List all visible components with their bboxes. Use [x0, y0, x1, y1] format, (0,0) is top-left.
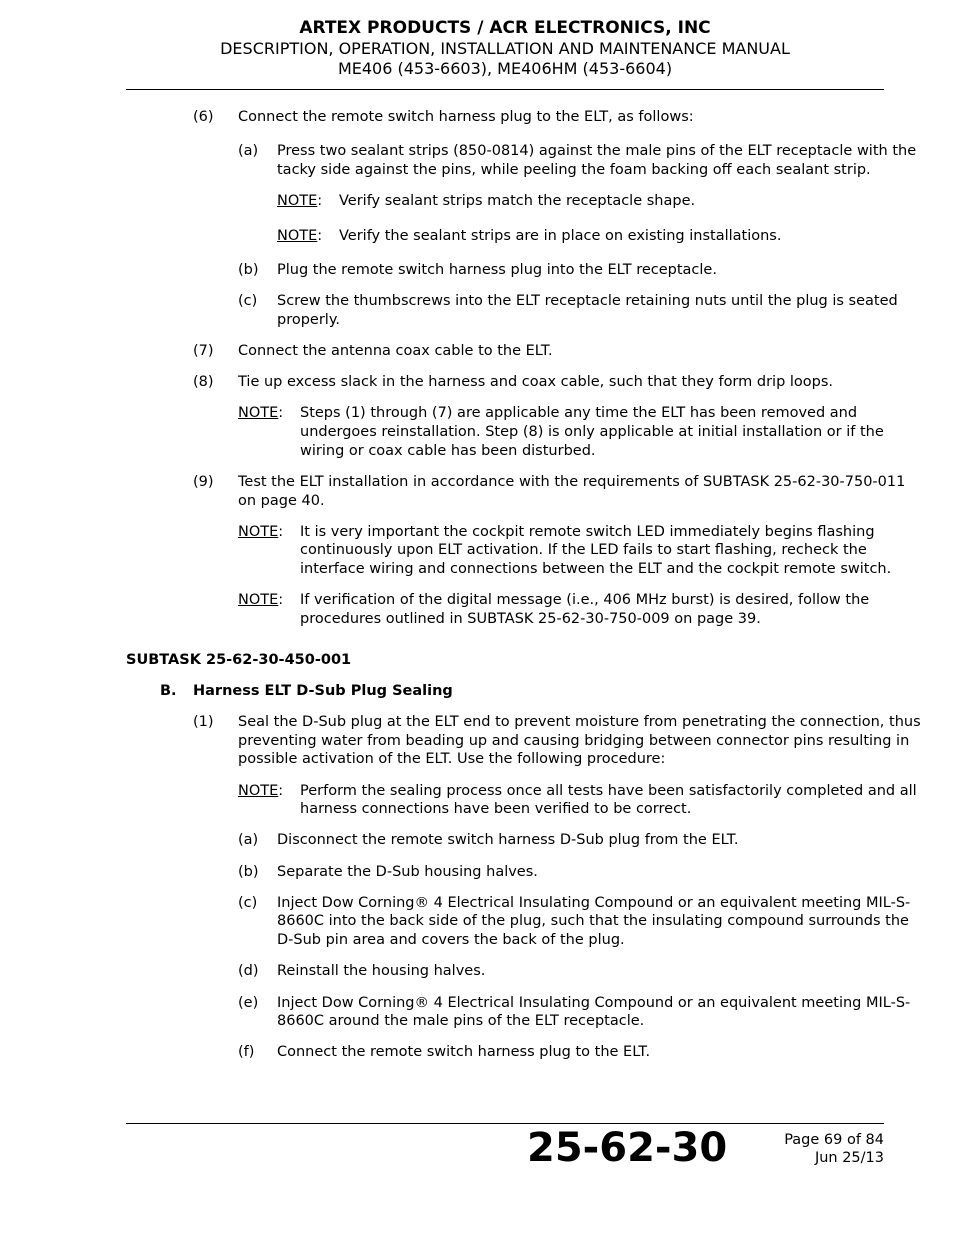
note-label: NOTE:	[238, 405, 284, 421]
substep-number: (c)	[238, 293, 258, 309]
page-number: Page 69 of 84	[784, 1132, 884, 1148]
page-info	[740, 1131, 884, 1167]
company-name: ARTEX PRODUCTS / ACR ELECTRONICS, INC	[299, 18, 711, 38]
substep-text-line: 8660C around the male pins of the ELT receptacle.	[277, 1013, 645, 1029]
step-number: (6)	[193, 109, 214, 125]
step-text-line: preventing water from beading up and causing bridging between connector pins resulting in	[238, 733, 910, 749]
substep-text-line: 8660C into the back side of the plug, such that the insulating compound surrounds the	[277, 913, 909, 929]
section-letter: B.	[160, 683, 177, 699]
note-label: NOTE:	[238, 783, 284, 799]
substep-number: (a)	[238, 832, 259, 848]
substep-text-line: Screw the thumbscrews into the ELT receptacle retaining nuts until the plug is seated	[277, 293, 898, 309]
substep-text-line: properly.	[277, 312, 340, 328]
substep-text-line: tacky side against the pins, while peeling the foam backing off each sealant strip.	[277, 162, 871, 178]
substep-text: Plug the remote switch harness plug into the ELT receptacle.	[277, 262, 717, 278]
step-text: Connect the remote switch harness plug to the ELT, as follows:	[238, 109, 694, 125]
substep-text-line: Inject Dow Corning® 4 Electrical Insulating Compound or an equivalent meeting MIL-S-	[277, 895, 911, 911]
substep-number: (d)	[238, 963, 259, 979]
substep-text: Separate the D-Sub housing halves.	[277, 864, 538, 880]
note-label: NOTE:	[238, 524, 284, 540]
chapter-code: 25-62-30	[527, 1125, 728, 1171]
note-text-line: If verification of the digital message (i.e., 406 MHz burst) is desired, follow the	[300, 592, 870, 608]
step-text-line: Test the ELT installation in accordance with the requirements of SUBTASK 25-62-30-750-011	[238, 474, 906, 490]
subtask-heading: SUBTASK 25-62-30-450-001	[126, 652, 352, 668]
step-number: (7)	[193, 343, 214, 359]
manual-title: DESCRIPTION, OPERATION, INSTALLATION AND MAINTENANCE MANUAL	[220, 39, 790, 58]
substep-number: (b)	[238, 864, 259, 880]
header-rule	[126, 89, 884, 90]
substep-text: Disconnect the remote switch harness D-Sub plug from the ELT.	[277, 832, 739, 848]
step-number: (8)	[193, 374, 214, 390]
step-number: (1)	[193, 714, 214, 730]
section-title: Harness ELT D-Sub Plug Sealing	[193, 683, 453, 699]
substep-text-line: Press two sealant strips (850-0814) against the male pins of the ELT receptacle with the	[277, 143, 917, 159]
note-text-line: undergoes reinstallation. Step (8) is only applicable at initial installation or if the	[300, 424, 884, 440]
note-text-line: Steps (1) through (7) are applicable any time the ELT has been removed and	[300, 405, 858, 421]
revision-date: Jun 25/13	[814, 1150, 884, 1166]
substep-text-line: Inject Dow Corning® 4 Electrical Insulating Compound or an equivalent meeting MIL-S-	[277, 995, 911, 1011]
note-text-line: It is very important the cockpit remote switch LED immediately begins flashing	[300, 524, 875, 540]
note-text: Verify the sealant strips are in place on existing installations.	[339, 228, 782, 244]
substep-number: (f)	[238, 1044, 255, 1060]
note-label: NOTE:	[277, 193, 323, 209]
note-label: NOTE:	[277, 228, 323, 244]
step-text-line: on page 40.	[238, 493, 325, 509]
substep-number: (e)	[238, 995, 259, 1011]
note-text-line: continuously upon ELT activation. If the LED fails to start flashing, recheck the	[300, 542, 867, 558]
substep-number: (a)	[238, 143, 259, 159]
note-text-line: procedures outlined in SUBTASK 25-62-30-750-009 on page 39.	[300, 611, 761, 627]
step-text: Tie up excess slack in the harness and coax cable, such that they form drip loops.	[238, 374, 834, 390]
substep-text: Connect the remote switch harness plug to the ELT.	[277, 1044, 651, 1060]
footer-rule	[126, 1123, 884, 1124]
note-label: NOTE:	[238, 592, 284, 608]
substep-number: (b)	[238, 262, 259, 278]
substep-number: (c)	[238, 895, 258, 911]
model-numbers: ME406 (453-6603), ME406HM (453-6604)	[337, 59, 673, 78]
page-header	[126, 18, 884, 79]
note-text-line: harness connections have been verified to be correct.	[300, 801, 692, 817]
substep-text-line: D-Sub pin area and covers the back of the plug.	[277, 932, 625, 948]
note-text-line: interface wiring and connections between the ELT and the cockpit remote switch.	[300, 561, 892, 577]
note-text: Verify sealant strips match the receptacle shape.	[339, 193, 696, 209]
step-text-line: possible activation of the ELT. Use the following procedure:	[238, 751, 666, 767]
step-number: (9)	[193, 474, 214, 490]
note-text-line: Perform the sealing process once all tests have been satisfactorily completed and all	[300, 783, 917, 799]
step-text-line: Seal the D-Sub plug at the ELT end to prevent moisture from penetrating the connection, thus	[238, 714, 921, 730]
note-text-line: wiring or coax cable has been disturbed.	[300, 443, 596, 459]
substep-text: Reinstall the housing halves.	[277, 963, 486, 979]
step-text: Connect the antenna coax cable to the ELT.	[238, 343, 553, 359]
